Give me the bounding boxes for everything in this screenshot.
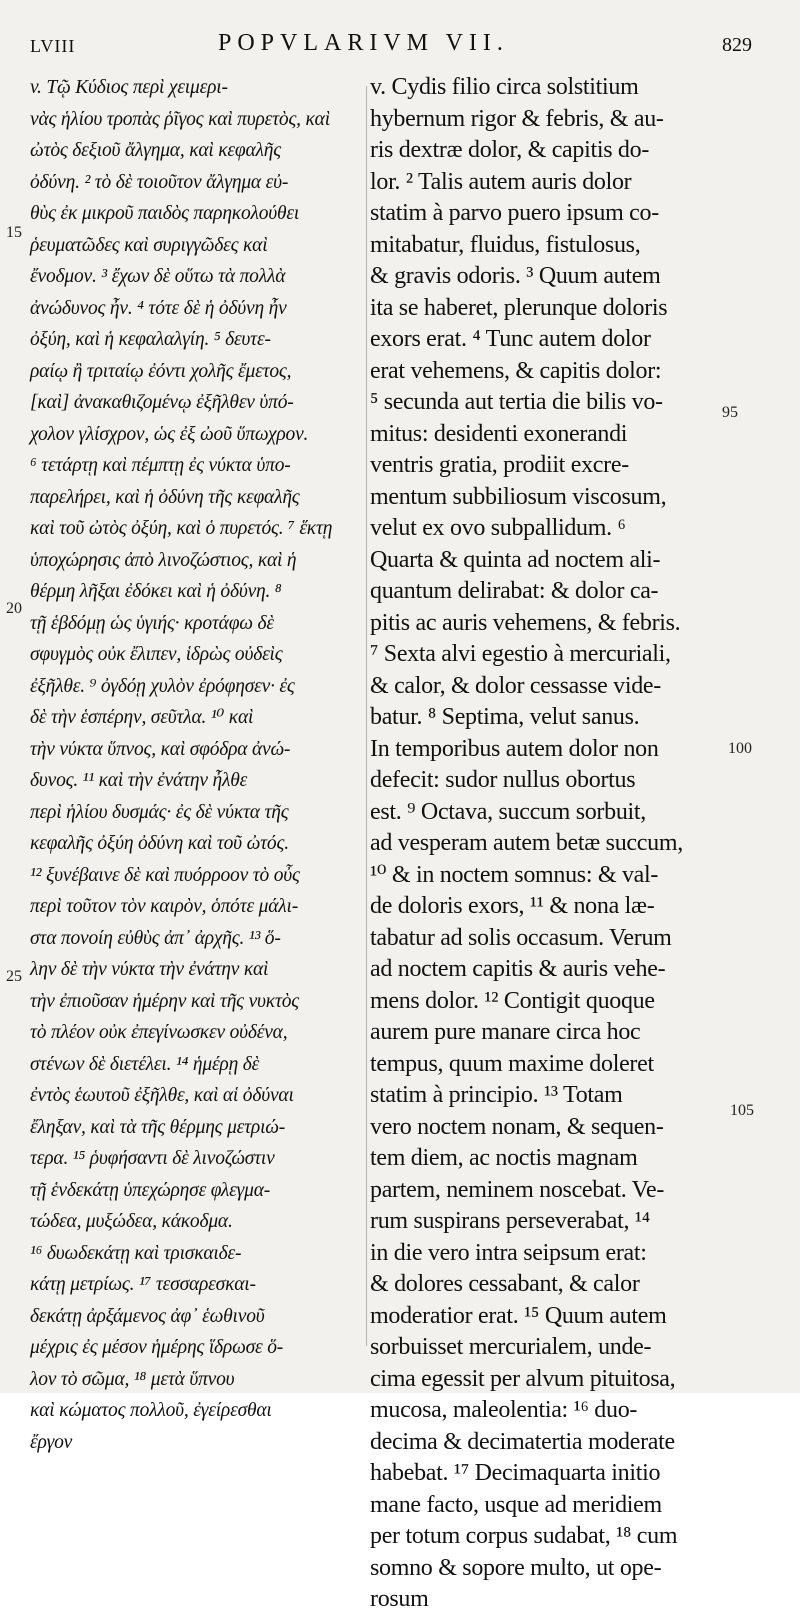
greek-text-line: τὴν ἐπιοῦσαν ἡμέρην καὶ τῆς νυκτὸς — [30, 990, 299, 1012]
greek-text-line: ¹⁶ δυωδεκάτῃ καὶ τρισκαιδε- — [30, 1242, 242, 1264]
latin-text-line: quantum delirabat: & dolor ca- — [370, 578, 659, 604]
greek-text-line: λον τὸ σῶμα, ¹⁸ μετὰ ὕπνου — [30, 1368, 235, 1390]
latin-text-line: statim à parvo puero ipsum co- — [370, 200, 659, 226]
latin-text-line: aurem pure manare circa hoc — [370, 1019, 641, 1045]
greek-text-line: δυνος. ¹¹ καὶ τὴν ἐνάτην ἦλθε — [30, 770, 248, 791]
greek-text-line: ὀξύη, καὶ ἡ κεφαλαλγίη. ⁵ δευτε- — [30, 329, 271, 350]
page-number: 829 — [722, 34, 752, 56]
greek-text-line: δεκάτῃ ἀρξάμενος ἀφ᾽ ἑωθινοῦ — [30, 1305, 265, 1327]
greek-text-line: θὺς ἐκ μικροῦ παιδὸς παρηκολούθει — [30, 203, 300, 224]
latin-text-line: ris dextræ dolor, & capitis do- — [370, 137, 650, 163]
latin-text-line: est. ⁹ Octava, succum sorbuit, — [370, 798, 646, 825]
column-divider — [366, 86, 367, 1346]
latin-text-line: mens dolor. ¹² Contigit quoque — [370, 987, 655, 1014]
margin-number-100: 100 — [728, 740, 752, 757]
greek-text-line: λην δὲ τὴν νύκτα τὴν ἐνάτην καὶ — [30, 959, 269, 980]
greek-text-line: [καὶ] ἀνακαθιζομένῳ ἐξῆλθεν ὑπό- — [30, 392, 294, 413]
latin-text-line: erat vehemens, & capitis dolor: — [370, 357, 662, 384]
latin-text-line: partem, neminem noscebat. Ve- — [370, 1176, 665, 1203]
latin-text-line: batur. ⁸ Septima, velut sanus. — [370, 704, 640, 730]
greek-text-line: ἔληξαν, καὶ τὰ τῆς θέρμης μετριώ- — [30, 1116, 285, 1138]
latin-text-line: cima egessit per alvum pituitosa, — [370, 1365, 676, 1392]
greek-text-line: ραίῳ ἢ τριταίῳ ἐόντι χολῆς ἔμετος, — [30, 360, 292, 382]
margin-number-105: 105 — [730, 1102, 754, 1119]
latin-text-line: per totum corpus sudabat, ¹⁸ cum — [370, 1523, 678, 1549]
greek-text-line: σφυγμὸς οὐκ ἔλιπεν, ἱδρὼς οὐδεὶς — [30, 644, 283, 665]
greek-text-line: μέχρις ἐς μέσον ἡμέρης ἵδρωσε ὅ- — [30, 1337, 284, 1358]
latin-text-line: statim à principio. ¹³ Totam — [370, 1082, 623, 1108]
latin-text-line: ad vesperam autem betæ succum, — [370, 830, 683, 856]
greek-text-line: τὸ πλέον οὐκ ἐπεγίνωσκεν οὐδένα, — [30, 1022, 288, 1043]
latin-text-line: mucosa, maleolentia: ¹⁶ duo- — [370, 1397, 638, 1423]
page-signature: LVIII — [30, 36, 76, 56]
greek-text-line: παρελήρει, καὶ ἡ ὀδύνη τῆς κεφαλῆς — [30, 486, 300, 508]
latin-text-line: de doloris exors, ¹¹ & nona læ- — [370, 893, 655, 919]
latin-text-line: & dolores cessabant, & calor — [370, 1271, 640, 1297]
running-title: POPVLARIVM VII. — [218, 30, 509, 56]
greek-text-line: τώδεα, μυξώδεα, κάκοδμα. — [30, 1211, 233, 1232]
latin-text-line: v. Cydis filio circa solstitium — [370, 74, 639, 100]
greek-text-line: καὶ τοῦ ὠτὸς ὀξύη, καὶ ὁ πυρετός. ⁷ ἕκτῃ — [30, 518, 333, 539]
latin-text-line: sorbuisset mercurialem, unde- — [370, 1334, 652, 1360]
latin-text-line: In temporibus autem dolor non — [370, 735, 659, 762]
latin-text-line: mitus: desidenti exonerandi — [370, 420, 628, 447]
latin-text-line: decima & decimatertia moderate — [370, 1428, 675, 1455]
latin-text-line: defecit: sudor nullus obortus — [370, 767, 636, 793]
greek-text-line: ῥευματῶδες καὶ συριγγῶδες καὶ — [30, 234, 268, 256]
latin-text-line: somno & sopore multo, ut ope- — [370, 1554, 662, 1581]
latin-text-line: mane facto, usque ad meridiem — [370, 1491, 662, 1518]
greek-text-line: περὶ τοῦτον τὸν καιρὸν, ὁπότε μάλι- — [30, 896, 299, 917]
latin-text-line: in die vero intra seipsum erat: — [370, 1239, 647, 1266]
greek-text-line: τῇ ἑνδεκάτῃ ὑπεχώρησε φλεγμα- — [30, 1179, 271, 1201]
latin-text-line: rosum — [370, 1586, 429, 1612]
greek-text-line: τερα. ¹⁵ ῥυφήσαντι δὲ λινοζώστιν — [30, 1148, 275, 1169]
greek-text-line: περὶ ἡλίου δυσμάς· ἐς δὲ νύκτα τῆς — [30, 801, 289, 823]
latin-text-line: rum suspirans perseverabat, ¹⁴ — [370, 1208, 650, 1234]
greek-text-line: δὲ τὴν ἑσπέρην, σεῦτλα. ¹⁰ καὶ — [30, 707, 254, 728]
latin-text-line: hybernum rigor & febris, & au- — [370, 105, 664, 132]
greek-text-line: θέρμη λῆξαι ἐδόκει καὶ ἡ ὀδύνη. ⁸ — [30, 581, 282, 602]
latin-text-line: ⁷ Sexta alvi egestio à mercuriali, — [370, 641, 671, 667]
latin-text-line: & gravis odoris. ³ Quum autem — [370, 263, 661, 289]
latin-text-line: lor. ² Talis autem auris dolor — [370, 168, 632, 195]
greek-text-line: v. Τῷ Κύδιος περὶ χειμερι- — [30, 77, 228, 98]
greek-column — [30, 72, 366, 1458]
latin-text-line: pitis ac auris vehemens, & febris. — [370, 609, 681, 636]
latin-text-line: ita se haberet, plerunque doloris — [370, 294, 668, 321]
greek-text-line: ⁶ τετάρτῃ καὶ πέμπτῃ ἐς νύκτα ὑπο- — [30, 455, 291, 476]
latin-text-line: mentum subbiliosum viscosum, — [370, 483, 667, 510]
greek-text-line: ἐξῆλθε. ⁹ ὀγδόῃ χυλὸν ἐρόφησεν· ἐς — [30, 675, 295, 697]
greek-text-line: ὀδύνη. ² τὸ δὲ τοιοῦτον ἄλγημα εὐ- — [30, 171, 289, 193]
latin-text-line: ¹⁰ & in noctem somnus: & val- — [370, 861, 659, 888]
greek-text-line: ἔργον — [30, 1431, 73, 1453]
greek-text-line: νὰς ἡλίου τροπὰς ῥῖγος καὶ πυρετὸς, καὶ — [30, 108, 330, 130]
latin-text-line: tem diem, ac noctis magnam — [370, 1145, 638, 1171]
margin-number-95: 95 — [722, 404, 738, 421]
running-header — [0, 30, 800, 70]
latin-text-line: tabatur ad solis occasum. Verum — [370, 924, 672, 951]
greek-text-line: ὠτὸς δεξιοῦ ἄλγημα, καὶ κεφαλῆς — [30, 140, 281, 161]
latin-text-line: exors erat. ⁴ Tunc autem dolor — [370, 326, 651, 352]
greek-text-line: τῇ ἑβδόμῃ ὡς ὑγιής· κροτάφω δὲ — [30, 612, 274, 634]
greek-text-line: ἔνοδμον. ³ ἔχων δὲ οὕτω τὰ πολλὰ — [30, 266, 286, 287]
greek-text-line: ὑποχώρησις ἀπὸ λινοζώστιος, καὶ ἡ — [30, 549, 297, 571]
latin-text-line: mitabatur, fluidus, fistulosus, — [370, 231, 641, 258]
latin-text-line: tempus, quum maxime doleret — [370, 1050, 654, 1077]
latin-text-line: & calor, & dolor cessasse vide- — [370, 672, 661, 699]
latin-text-line: moderatior erat. ¹⁵ Quum autem — [370, 1302, 667, 1329]
greek-text-line: καὶ κώματος πολλοῦ, ἐγείρεσθαι — [30, 1400, 272, 1421]
latin-text-line: Quarta & quinta ad noctem ali- — [370, 546, 661, 573]
latin-text-line: ventris gratia, prodiit excre- — [370, 452, 629, 478]
latin-text-line: ⁵ secunda aut tertia die bilis vo- — [370, 389, 663, 415]
greek-text-line: κεφαλῆς ὀξύη ὀδύνη καὶ τοῦ ὠτός. — [30, 833, 289, 854]
greek-text-line: τὴν νύκτα ὕπνος, καὶ σφόδρα ἀνώ- — [30, 738, 291, 760]
greek-text-line: χολον γλίσχρον, ὡς ἐξ ὠοῦ ὕπωχρον. — [30, 423, 309, 445]
greek-text-line: κάτῃ μετρίως. ¹⁷ τεσσαρεσκαι- — [30, 1274, 256, 1295]
latin-text-line: habebat. ¹⁷ Decimaquarta initio — [370, 1460, 661, 1486]
latin-text-line: velut ex ovo subpallidum. ⁶ — [370, 515, 626, 541]
greek-text-line: στένων δὲ διετέλει. ¹⁴ ἡμέρῃ δὲ — [30, 1053, 260, 1075]
latin-text-line: vero noctem nonam, & sequen- — [370, 1113, 664, 1140]
margin-number-15: 15 — [6, 224, 22, 241]
latin-text-line: ad noctem capitis & auris vehe- — [370, 956, 666, 982]
margin-number-25: 25 — [6, 968, 22, 985]
greek-text-line: ¹² ξυνέβαινε δὲ καὶ πυόρροον τὸ οὖς — [30, 864, 300, 886]
greek-text-line: ἀνώδυνος ἦν. ⁴ τότε δὲ ἡ ὀδύνη ἦν — [30, 297, 287, 319]
greek-text-line: στα πονοίη εὐθὺς ἀπ᾽ ἀρχῆς. ¹³ ὅ- — [30, 927, 281, 949]
margin-number-20: 20 — [6, 600, 22, 617]
greek-text-line: ἐντὸς ἑωυτοῦ ἐξῆλθε, καὶ αἱ ὀδύναι — [30, 1085, 294, 1106]
latin-column — [370, 72, 722, 1616]
